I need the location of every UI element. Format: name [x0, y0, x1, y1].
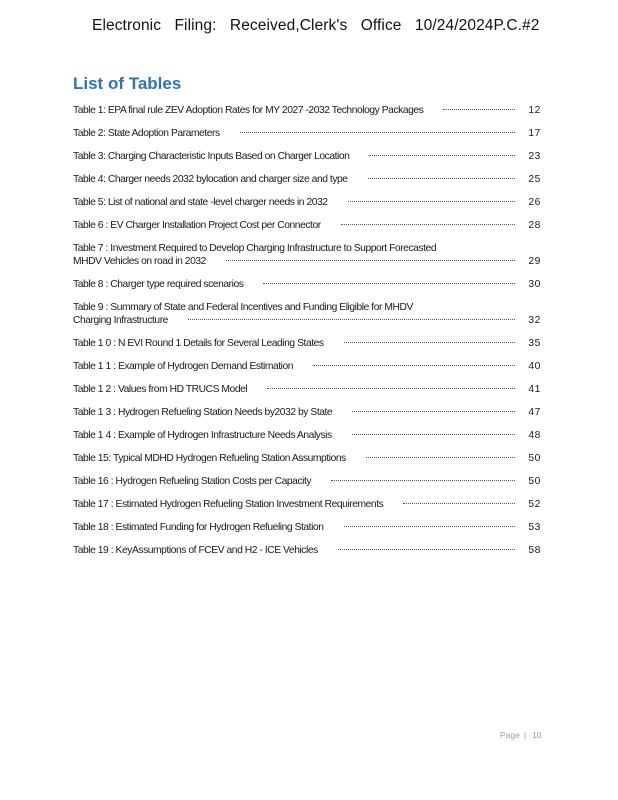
toc-entry-page: 23	[528, 151, 541, 162]
toc-entry-page: 53	[528, 522, 541, 533]
toc-entry-page: 52	[528, 499, 541, 510]
page-separator: |	[523, 730, 527, 740]
dot-leader	[267, 388, 515, 389]
toc-entry[interactable]	[73, 360, 541, 373]
toc-entry[interactable]	[73, 150, 541, 163]
toc-entry-label: Table 1 0 : N EVI Round 1 Details for Several Leading States	[73, 338, 324, 349]
dot-leader	[313, 365, 515, 366]
toc-entry-page: 12	[528, 105, 541, 116]
toc-entry-label: Table 1 1 : Example of Hydrogen Demand Estimation	[73, 361, 294, 372]
dot-leader	[369, 155, 515, 156]
toc-entry-label: Table 1 4 : Example of Hydrogen Infrastructure Needs Analysis	[73, 430, 332, 441]
toc-entry-label: Table 8 : Charger type required scenarios	[73, 279, 244, 290]
page-footer	[500, 730, 542, 740]
toc-entry-page: 58	[528, 545, 541, 556]
toc-entry[interactable]	[73, 406, 541, 419]
toc-entry[interactable]	[73, 498, 541, 511]
toc-entry-page: 30	[528, 279, 541, 290]
toc-entry-label: Table 15: Typical MDHD Hydrogen Refueling Station Assumptions	[73, 453, 346, 464]
dot-leader	[352, 411, 515, 412]
toc-entry-page: 40	[528, 361, 541, 372]
toc-entry[interactable]	[73, 452, 541, 465]
toc-entry-page: 17	[528, 128, 541, 139]
toc-entry-page: 25	[528, 174, 541, 185]
toc-entry-label: Table 2: State Adoption Parameters	[73, 128, 220, 139]
toc-entry[interactable]	[73, 383, 541, 396]
toc-entry-page: 50	[528, 453, 541, 464]
toc-entry-page: 26	[528, 197, 541, 208]
filing-stamp: Electronic Filing: Received,Clerk's Office 10/24/2024P.C.#2	[92, 17, 540, 34]
toc-entry-label: Table 5: List of national and state -level charger needs in 2032	[73, 197, 328, 208]
dot-leader	[348, 201, 515, 202]
dot-leader	[403, 503, 515, 504]
dot-leader	[331, 480, 515, 481]
dot-leader	[368, 178, 515, 179]
dot-leader	[341, 224, 515, 225]
dot-leader	[344, 526, 516, 527]
toc-entry-label: Table 3: Charging Characteristic Inputs Based on Charger Location	[73, 151, 350, 162]
toc-entry-label: Table 1 3 : Hydrogen Refueling Station Needs by2032 by State	[73, 407, 333, 418]
toc-entry[interactable]	[73, 196, 541, 209]
dot-leader	[240, 132, 515, 133]
toc-entry[interactable]	[73, 278, 541, 291]
dot-leader	[352, 434, 515, 435]
toc-entry[interactable]	[73, 475, 541, 488]
toc-entry[interactable]	[73, 337, 541, 350]
toc-entry[interactable]	[73, 219, 541, 232]
toc-entry[interactable]	[73, 127, 541, 140]
toc-entry-page: 35	[528, 338, 541, 349]
toc-entry-label: Table 16 : Hydrogen Refueling Station Costs per Capacity	[73, 476, 312, 487]
toc-entry-label: Table 19 : KeyAssumptions of FCEV and H2 - ICE Vehicles	[73, 545, 318, 556]
toc-entry-label-line1: Table 9 : Summary of State and Federal Incentives and Funding Eligible for MHDV	[73, 302, 413, 313]
toc-entry[interactable]	[73, 104, 541, 117]
toc-entry[interactable]	[73, 429, 541, 442]
toc-entry-label: Table 17 : Estimated Hydrogen Refueling Station Investment Requirements	[73, 499, 384, 510]
toc-entry[interactable]	[73, 242, 541, 268]
toc-entry-page: 32	[528, 315, 541, 326]
toc-entry-page: 48	[528, 430, 541, 441]
toc-entry[interactable]	[73, 544, 541, 557]
page-number: 10	[532, 730, 542, 740]
toc-entry-label: Table 1 2 : Values from HD TRUCS Model	[73, 384, 248, 395]
page-label: Page	[500, 730, 520, 740]
table-of-contents	[73, 104, 541, 567]
toc-entry-page: 47	[528, 407, 541, 418]
dot-leader	[338, 549, 515, 550]
toc-entry-label: Table 18 : Estimated Funding for Hydrogen Refueling Station	[73, 522, 324, 533]
dot-leader	[226, 260, 515, 261]
toc-entry[interactable]	[73, 521, 541, 534]
toc-entry-page: 28	[528, 220, 541, 231]
dot-leader	[344, 342, 515, 343]
toc-entry-page: 41	[528, 384, 541, 395]
list-of-tables-heading: List of Tables	[73, 74, 182, 93]
dot-leader	[188, 319, 515, 320]
toc-entry-page: 50	[528, 476, 541, 487]
toc-entry[interactable]	[73, 301, 541, 327]
toc-entry-label: Charging Infrastructure	[73, 315, 168, 326]
dot-leader	[263, 283, 515, 284]
toc-entry-label-line1: Table 7 : Investment Required to Develop Charging Infrastructure to Support Forecasted	[73, 243, 437, 254]
toc-entry-label: MHDV Vehicles on road in 2032	[73, 256, 206, 267]
toc-entry-page: 29	[528, 256, 541, 267]
dot-leader	[443, 109, 515, 110]
toc-entry-label: Table 6 : EV Charger Installation Project Cost per Connector	[73, 220, 321, 231]
dot-leader	[366, 457, 515, 458]
toc-entry[interactable]	[73, 173, 541, 186]
toc-entry-label: Table 1: EPA final rule ZEV Adoption Rates for MY 2027 -2032 Technology Packages	[73, 105, 424, 116]
toc-entry-label: Table 4: Charger needs 2032 bylocation and charger size and type	[73, 174, 348, 185]
